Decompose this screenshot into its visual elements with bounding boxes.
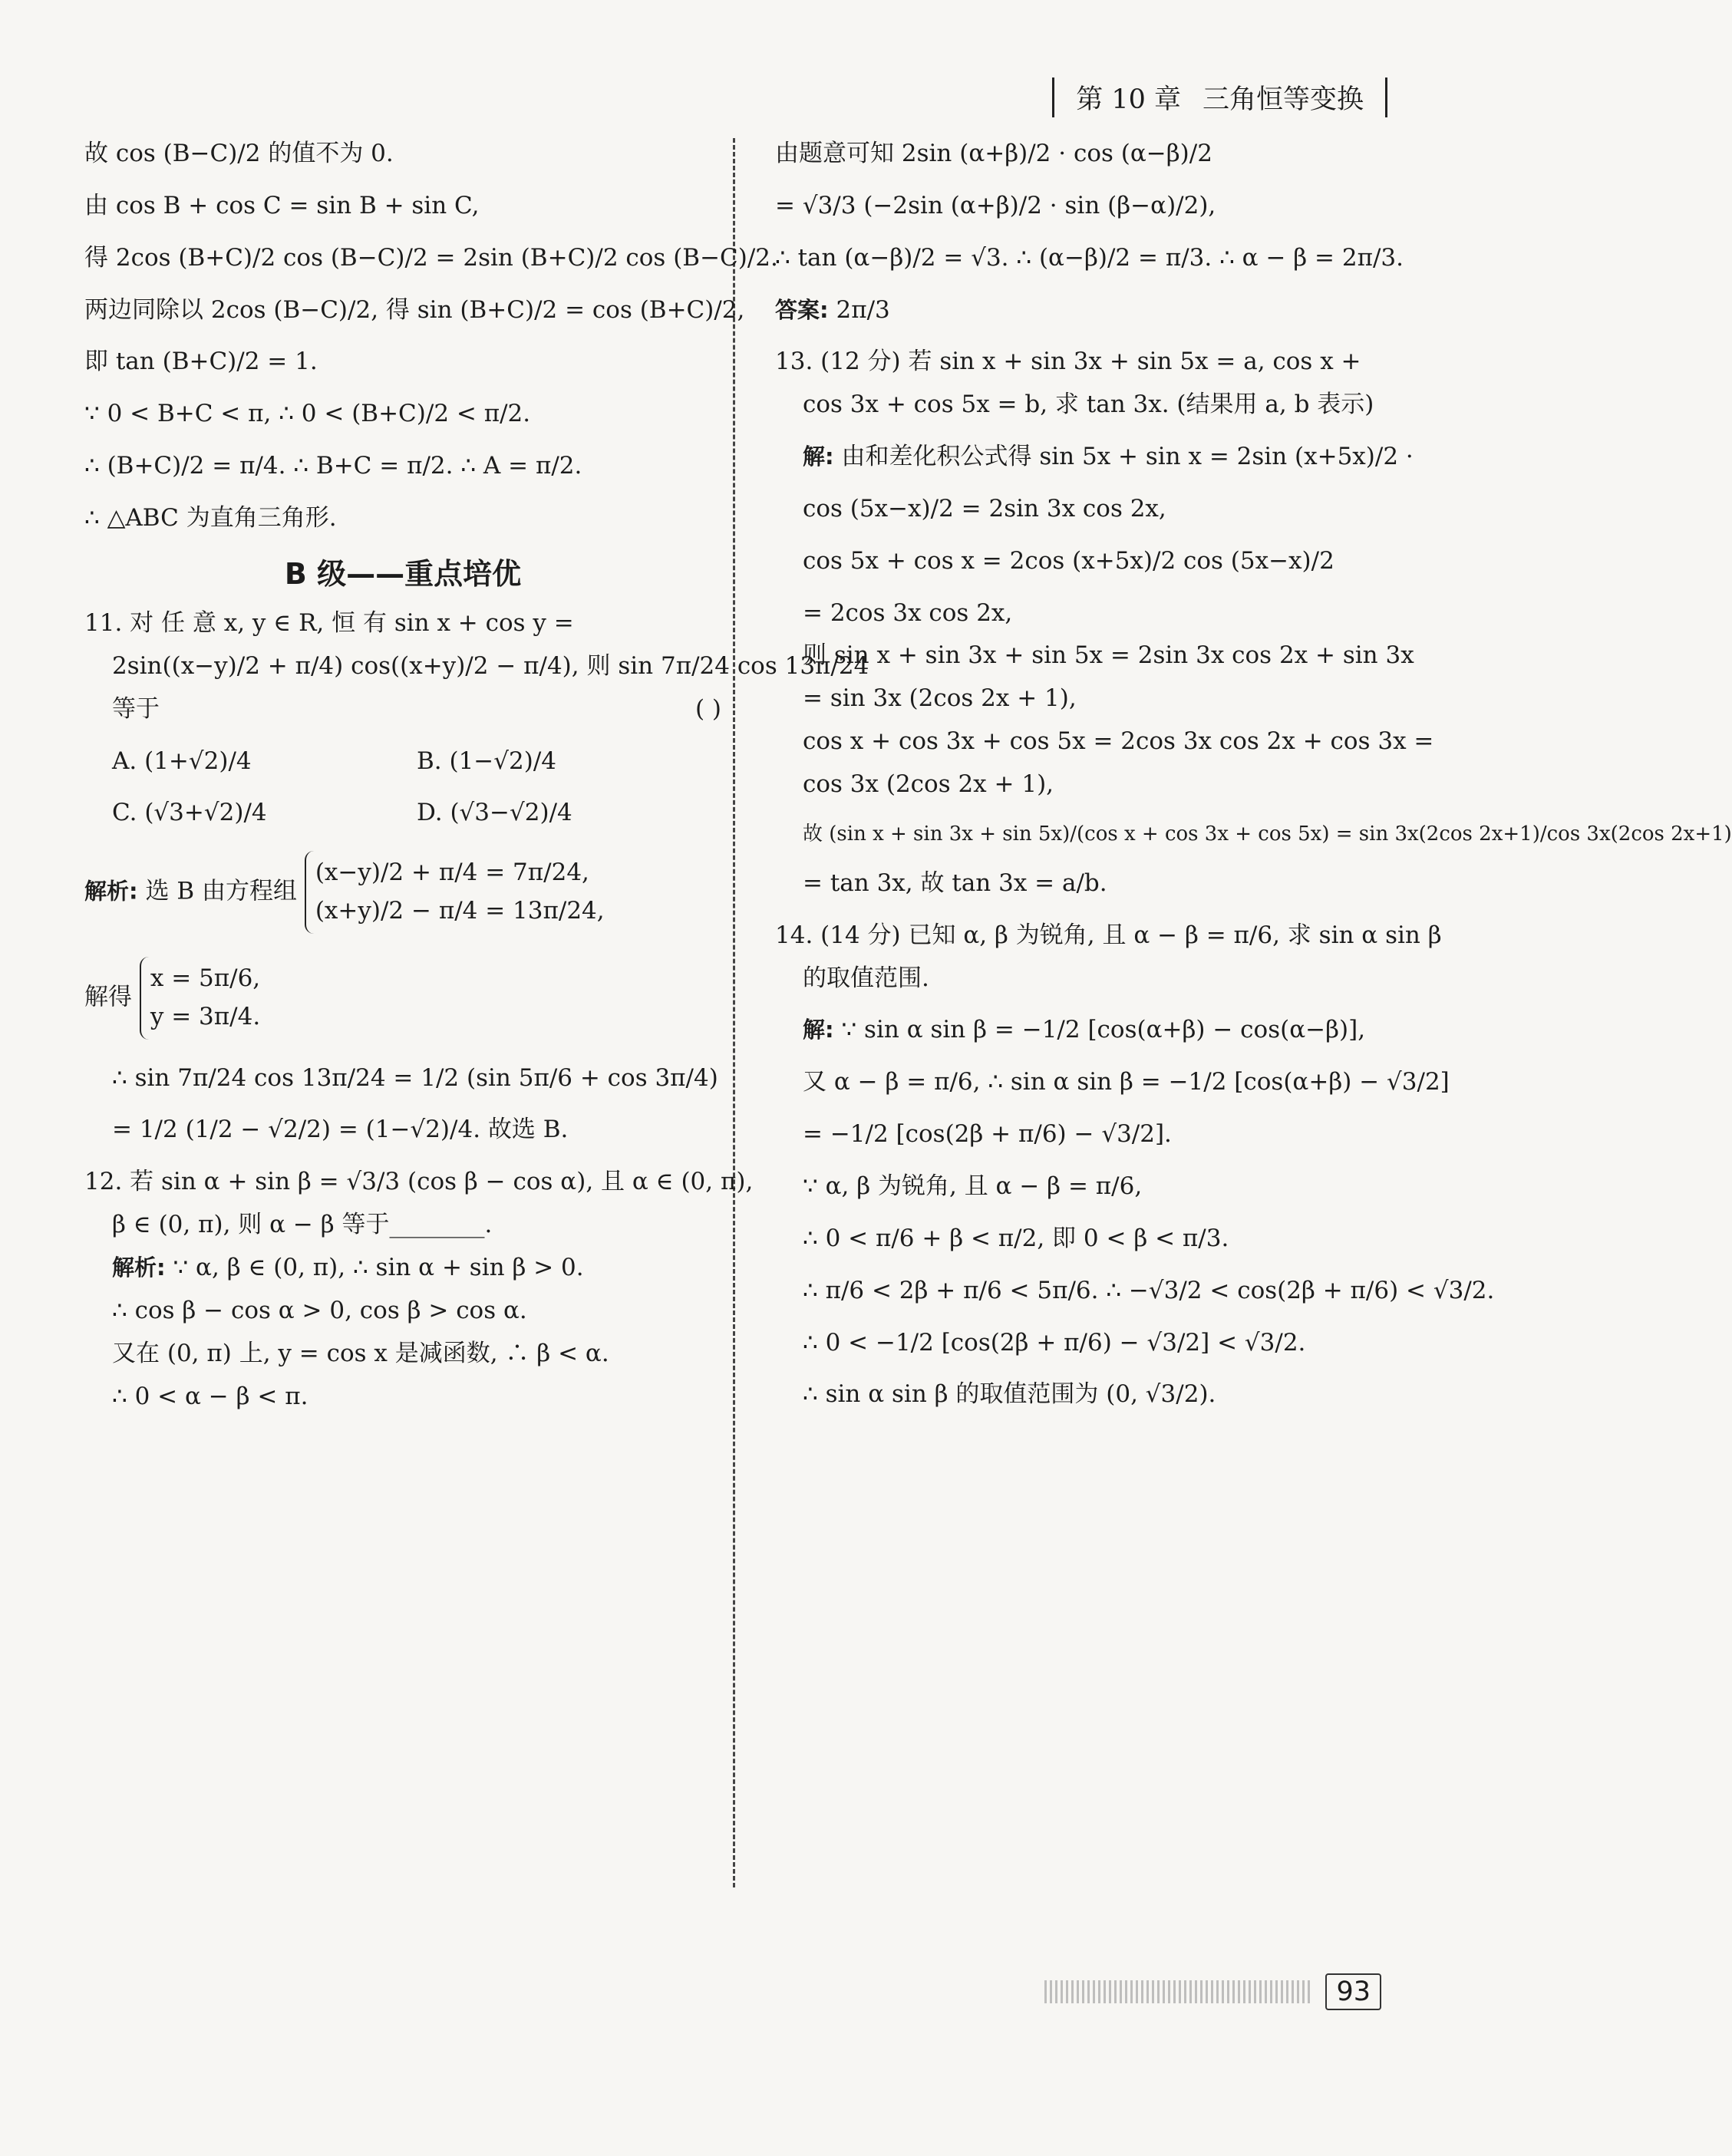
question-14-line: 14. (14 分) 已知 α, β 为锐角, 且 α − β = π/6, 求 sin α sin β bbox=[775, 921, 1442, 949]
text-line: ∴ 0 < α − β < π. bbox=[112, 1382, 308, 1410]
text-line: ∴ sin 7π/24 cos 13π/24 = 1/2 (sin 5π/6 + cos 3π/4) bbox=[112, 1063, 718, 1092]
question-11-line: 2sin((x−y)/2 + π/4) cos((x+y)/2 − π/4), 则 sin 7π/24 cos 13π/24 bbox=[112, 651, 869, 680]
text-line: = 2cos 3x cos 2x, bbox=[803, 598, 1013, 627]
text-line: 两边同除以 2cos (B−C)/2, 得 sin (B+C)/2 = cos (B+C)/2, bbox=[84, 295, 745, 324]
solution-11-system bbox=[84, 851, 721, 934]
text-line: cos 3x (2cos 2x + 1), bbox=[803, 770, 1054, 798]
solution-label: 解析: bbox=[84, 878, 138, 905]
text-line: cos x + cos 3x + cos 5x = 2cos 3x cos 2x + cos 3x = bbox=[803, 727, 1434, 756]
text-line: ∴ cos β − cos α > 0, cos β > cos α. bbox=[112, 1296, 527, 1324]
section-heading: B 级——重点培优 bbox=[284, 556, 522, 591]
text-line: 即 tan (B+C)/2 = 1. bbox=[84, 348, 318, 376]
text-line: ∴ sin α sin β 的取值范围为 (0, √3/2). bbox=[803, 1380, 1216, 1409]
text-line: cos (5x−x)/2 = 2sin 3x cos 2x, bbox=[803, 494, 1166, 523]
solution-text: ∵ α, β ∈ (0, π), ∴ sin α + sin β > 0. bbox=[173, 1254, 584, 1282]
option-d: D. (√3−√2)/4 bbox=[417, 799, 572, 827]
text-line: 由 cos B + cos C = sin B + sin C, bbox=[84, 191, 480, 219]
page-footer bbox=[1044, 1973, 1381, 2010]
footer-dot-pattern bbox=[1044, 1980, 1313, 2003]
text-line: ∴ tan (α−β)/2 = √3. ∴ (α−β)/2 = π/3. ∴ α − β = 2π/3. bbox=[775, 243, 1404, 272]
text-line: = √3/3 (−2sin (α+β)/2 · sin (β−α)/2), bbox=[775, 191, 1216, 219]
solution-label: 解: bbox=[803, 1017, 834, 1043]
question-13-line: 13. (12 分) 若 sin x + sin 3x + sin 5x = a, cos x + bbox=[775, 348, 1361, 376]
text-line: ∴ △ABC 为直角三角形. bbox=[84, 503, 337, 532]
header-divider-left bbox=[1052, 77, 1054, 117]
text-line: ∵ 0 < B+C < π, ∴ 0 < (B+C)/2 < π/2. bbox=[84, 400, 531, 428]
text-line: = sin 3x (2cos 2x + 1), bbox=[803, 684, 1077, 713]
text-line: = tan 3x, 故 tan 3x = a/b. bbox=[803, 869, 1107, 897]
text-line: 则 sin x + sin 3x + sin 5x = 2sin 3x cos 2x + sin 3x bbox=[803, 641, 1414, 670]
chapter-number: 第 10 章 bbox=[1076, 84, 1181, 115]
question-11-tail: 等于 bbox=[112, 694, 160, 723]
question-14-line: 的取值范围. bbox=[803, 964, 929, 992]
page-number: 93 bbox=[1325, 1973, 1381, 2010]
equation: (x−y)/2 + π/4 = 7π/24, bbox=[315, 859, 589, 887]
answer-value: 2π/3 bbox=[836, 295, 890, 324]
answer-line bbox=[775, 295, 1404, 327]
question-12-line: β ∈ (0, π), 则 α − β 等于________. bbox=[112, 1211, 493, 1239]
solution-13-line bbox=[775, 441, 1414, 473]
text-line: = −1/2 [cos(2β + π/6) − √3/2]. bbox=[803, 1120, 1172, 1149]
equation-system bbox=[305, 851, 605, 934]
answer-label: 答案: bbox=[775, 296, 829, 323]
text-line: 又在 (0, π) 上, y = cos x 是减函数, ∴ β < α. bbox=[112, 1339, 609, 1367]
text-line: ∴ 0 < π/6 + β < π/2, 即 0 < β < π/3. bbox=[803, 1224, 1229, 1252]
text-line: 故 cos (B−C)/2 的值不为 0. bbox=[84, 140, 394, 167]
question-13-line: cos 3x + cos 5x = b, 求 tan 3x. (结果用 a, b 表示) bbox=[803, 391, 1374, 419]
text-line: 又 α − β = π/6, ∴ sin α sin β = −1/2 [cos(α+β) − √3/2] bbox=[803, 1068, 1450, 1096]
text-line: ∴ 0 < −1/2 [cos(2β + π/6) − √3/2] < √3/2. bbox=[803, 1328, 1306, 1357]
text-line: ∴ π/6 < 2β + π/6 < 5π/6. ∴ −√3/2 < cos(2β + π/6) < √3/2. bbox=[803, 1276, 1495, 1304]
question-12-line: 12. 若 sin α + sin β = √3/3 (cos β − cos α), 且 α ∈ (0, π), bbox=[84, 1168, 754, 1196]
solution-11-result bbox=[84, 957, 721, 1040]
question-11-line bbox=[84, 694, 721, 726]
right-column bbox=[775, 138, 1732, 1431]
solution-11-intro: 选 B 由方程组 bbox=[145, 877, 297, 905]
question-11-line: 11. 对 任 意 x, y ∈ R, 恒 有 sin x + cos y = bbox=[84, 609, 574, 638]
solution-12-line bbox=[84, 1252, 721, 1284]
text-line: 得 2cos (B+C)/2 cos (B−C)/2 = 2sin (B+C)/2 cos (B−C)/2. bbox=[84, 243, 778, 272]
solution-text: ∵ sin α sin β = −1/2 [cos(α+β) − cos(α−β)], bbox=[841, 1016, 1366, 1044]
solution-14-line bbox=[775, 1014, 1404, 1047]
solved-label: 解得 bbox=[84, 983, 132, 1011]
equation: x = 5π/6, bbox=[150, 964, 261, 992]
solution-label: 解: bbox=[803, 443, 834, 470]
option-a: A. (1+√2)/4 bbox=[112, 747, 252, 775]
text-line: 由题意可知 2sin (α+β)/2 · cos (α−β)/2 bbox=[775, 140, 1212, 167]
solution-system bbox=[140, 957, 260, 1040]
text-line: ∴ (B+C)/2 = π/4. ∴ B+C = π/2. ∴ A = π/2. bbox=[84, 452, 582, 480]
question-11-options bbox=[84, 746, 721, 830]
text-line: cos 5x + cos x = 2cos (x+5x)/2 cos (5x−x)/2 bbox=[803, 546, 1334, 575]
chapter-header bbox=[1052, 75, 1387, 120]
option-b: B. (1−√2)/4 bbox=[417, 747, 557, 775]
chapter-title: 三角恒等变换 bbox=[1202, 84, 1364, 115]
option-c: C. (√3+√2)/4 bbox=[112, 799, 267, 827]
answer-paren: ( ) bbox=[694, 694, 721, 723]
solution-text: 由和差化积公式得 sin 5x + sin x = 2sin (x+5x)/2 · bbox=[841, 443, 1414, 471]
text-line: ∵ α, β 为锐角, 且 α − β = π/6, bbox=[803, 1172, 1143, 1200]
equation: y = 3π/4. bbox=[150, 1002, 261, 1030]
solution-label: 解析: bbox=[112, 1254, 166, 1281]
text-line: 故 (sin x + sin 3x + sin 5x)/(cos x + cos 3x + cos 5x) = sin 3x(2cos 2x+1)/cos 3x(2cos 2x+1) bbox=[803, 822, 1732, 846]
equation: (x+y)/2 − π/4 = 13π/24, bbox=[315, 897, 605, 925]
header-divider-right bbox=[1385, 77, 1387, 117]
column-divider bbox=[733, 138, 735, 1887]
text-line: = 1/2 (1/2 − √2/2) = (1−√2)/4. 故选 B. bbox=[112, 1116, 569, 1144]
